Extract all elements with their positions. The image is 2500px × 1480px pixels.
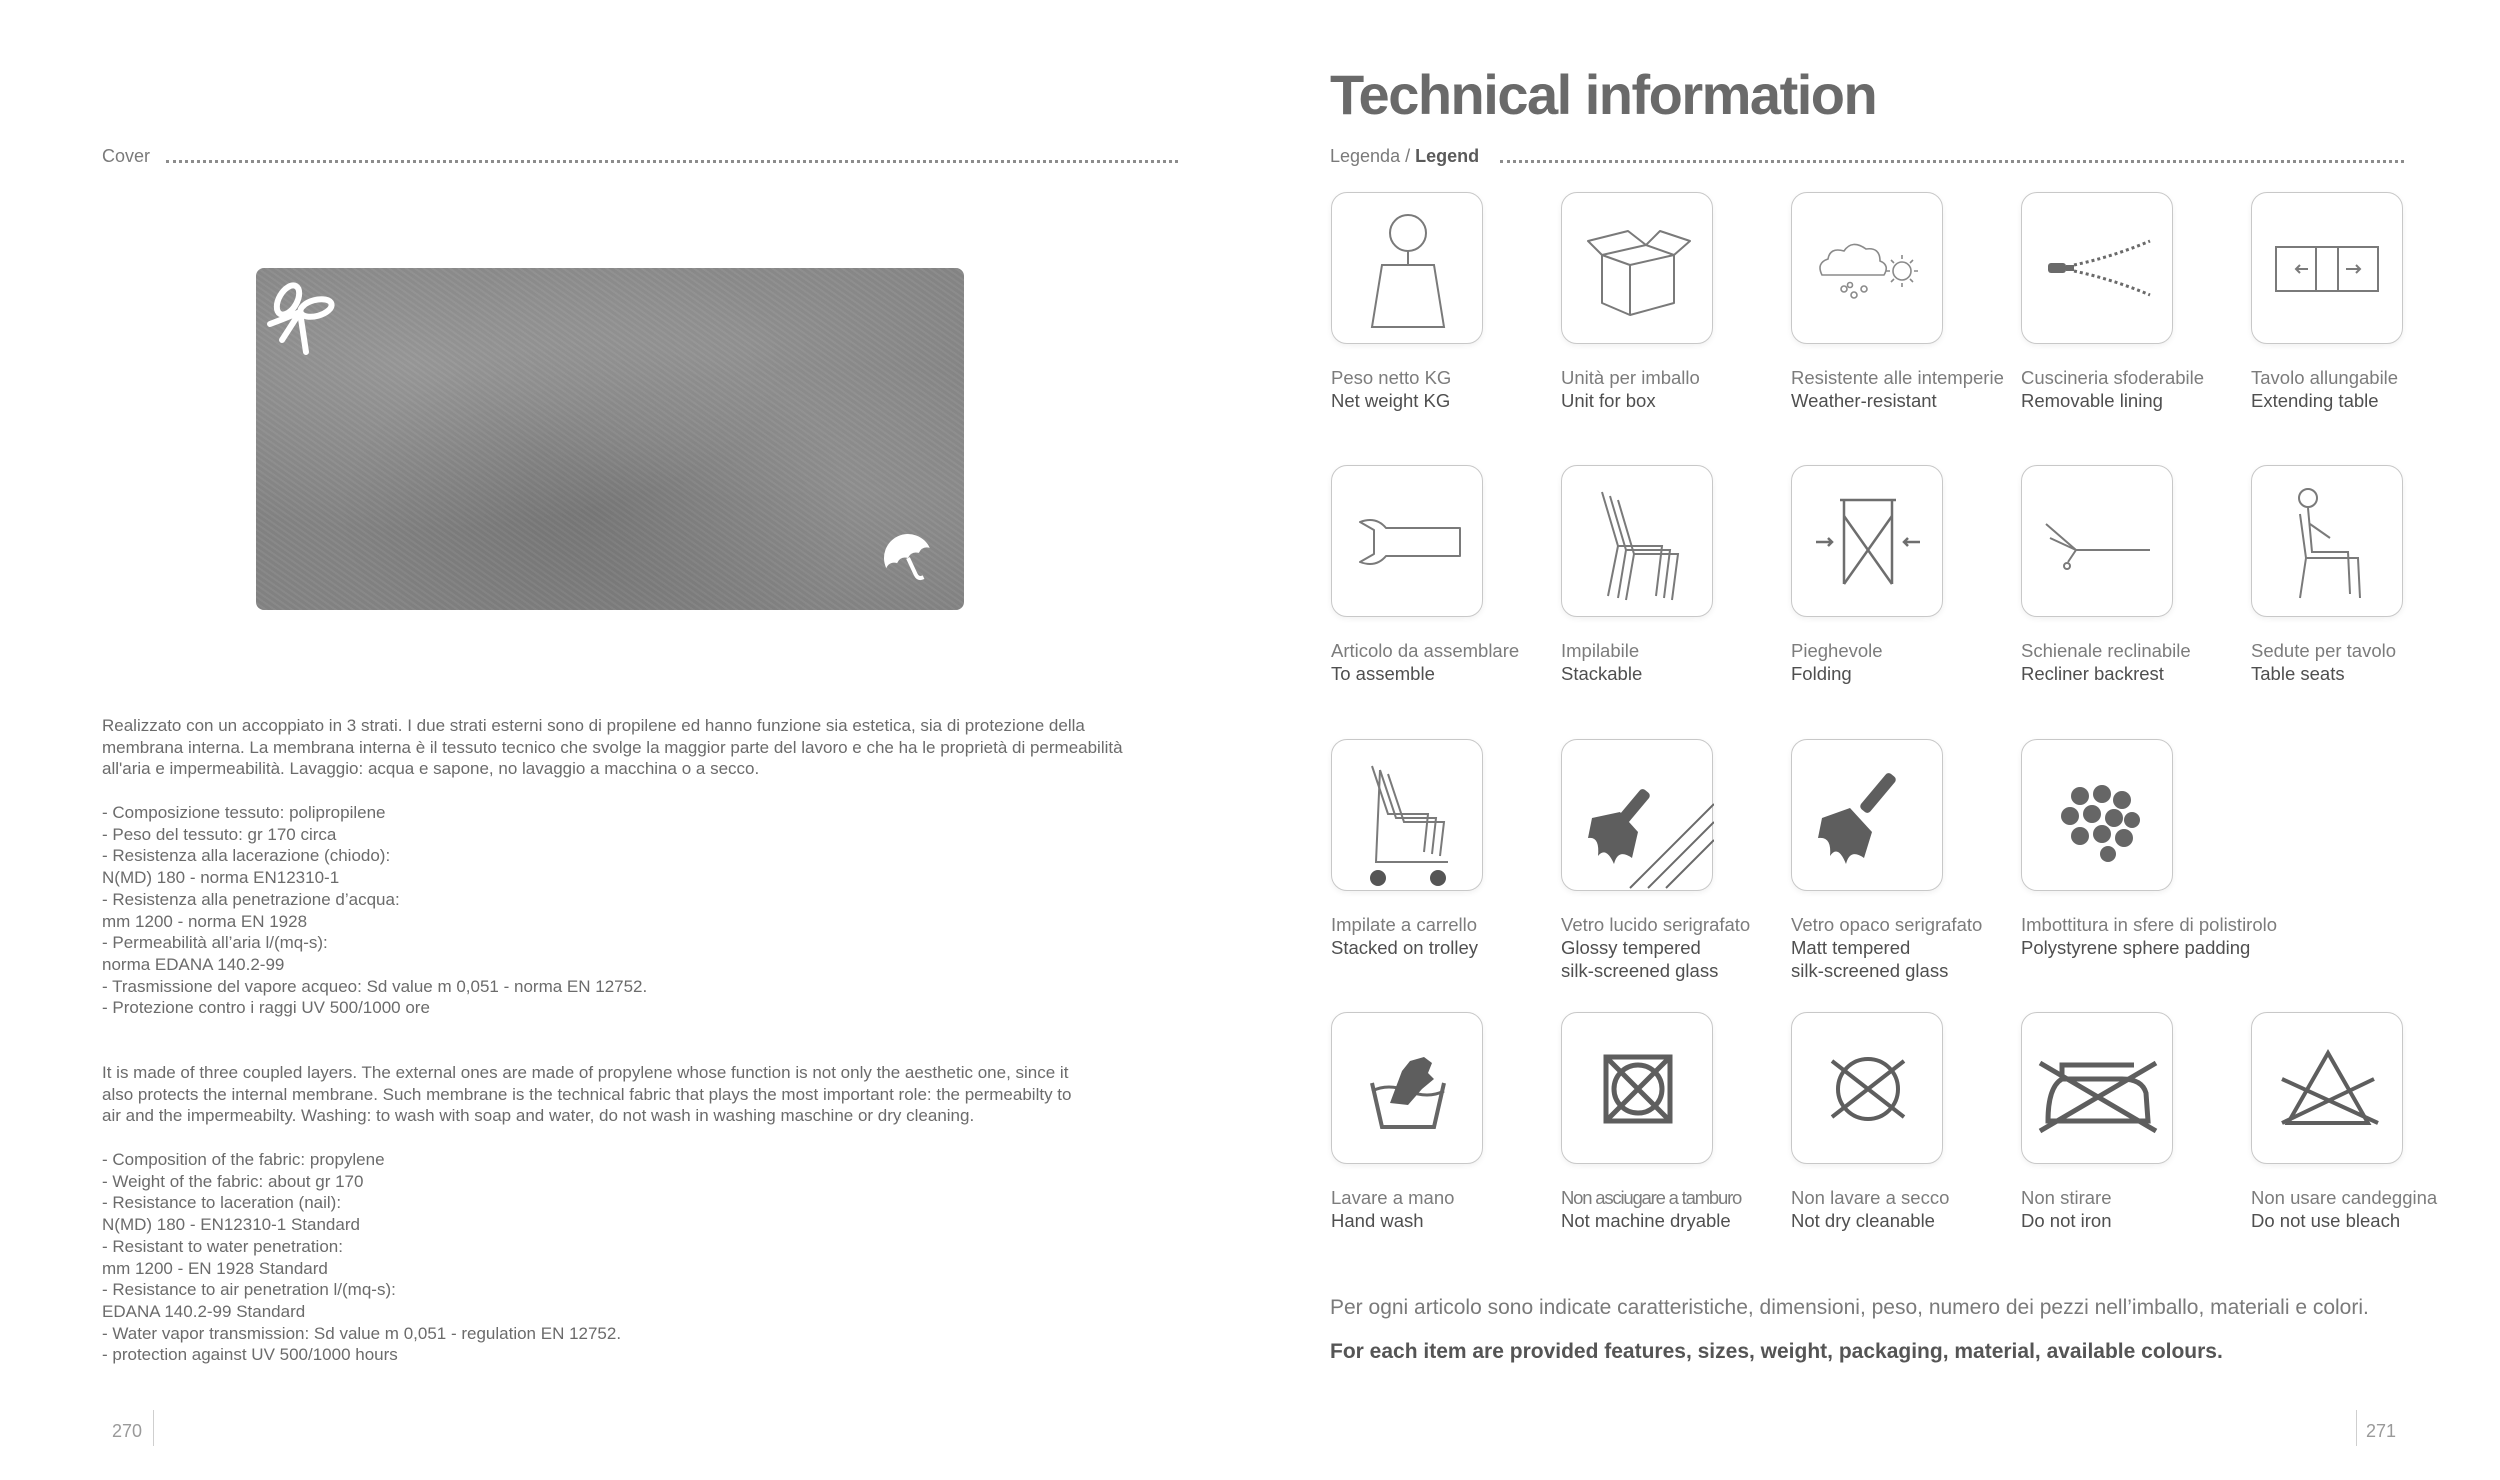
zipper-icon <box>2022 193 2174 345</box>
legend-caption: Peso netto KG Net weight KG <box>1331 367 1452 411</box>
description-english: It is made of three coupled layers. The external ones are made of propylene whose function is not only the aesthetic one, since it also protects the internal membrane. Such membrane is the technical fabric that plays the most important role: the permeabilty to air and the impermeabilty. Washing: to wash with soap and water, do not wash in washing maschine or dry cleaning. <box>102 1063 1072 1126</box>
legend-caption: Pieghevole Folding <box>1791 640 1883 684</box>
legend-tile <box>1331 192 1483 344</box>
legend-tile <box>1331 1012 1483 1164</box>
legend-caption: Lavare a mano Hand wash <box>1331 1187 1455 1231</box>
legend-tile <box>1791 465 1943 617</box>
no-tumble-dry-icon <box>1562 1013 1714 1165</box>
specs-italian: - Composizione tessuto: polipropilene - Peso del tessuto: gr 170 circa - Resistenza alla lacerazione (chiodo): N(MD) 180 - norma EN12310-1 - Resistenza alla penetrazione d’acqua: mm 1200 - norma EN 1928 - Permeabilità all’aria l/(mq-s): norma EDANA 140.2-99 - Trasmissione del vapore acqueo: Sd value m 0,051 - norma EN 12752. - Protezione contro i raggi UV 500/1000 ore <box>102 803 648 1018</box>
legend-caption: Vetro opaco serigrafato Matt tempered silk-screened glass <box>1791 914 1983 981</box>
specs-english: - Composition of the fabric: propylene - Weight of the fabric: about gr 170 - Resistance to laceration (nail): N(MD) 180 - EN12310-1 Standard - Resistant to water penetration: mm 1200 - EN 1928 Standard - Resistance to air penetration l/(mq-s): EDANA 140.2-99 Standard - Water vapor transmission: Sd value m 0,051 - regulation EN 12752. - protection against UV 500/1000 hours <box>102 1150 622 1365</box>
legend-caption: Imbottitura in sfere di polistirolo Polystyrene sphere padding <box>2021 914 2278 958</box>
legend-caption: Non stirare Do not iron <box>2021 1187 2112 1231</box>
legend-caption: Resistente alle intemperie Weather-resistant <box>1791 367 2004 411</box>
legend-caption: Schienale reclinabile Recliner backrest <box>2021 640 2191 684</box>
legend-caption: Unità per imballo Unit for box <box>1561 367 1700 411</box>
legend-tile <box>1561 192 1713 344</box>
no-dry-clean-icon <box>1792 1013 1944 1165</box>
legend-tile <box>1331 739 1483 891</box>
matt-glass-icon <box>1792 740 1944 892</box>
legend-tile <box>2021 192 2173 344</box>
weather-icon <box>1792 193 1944 345</box>
no-bleach-icon <box>2252 1013 2404 1165</box>
dotted-divider <box>1500 160 2404 163</box>
umbrella-icon <box>876 526 940 590</box>
legend-caption: Impilabile Stackable <box>1561 640 1643 684</box>
legend-tile <box>1791 739 1943 891</box>
wrench-icon <box>1332 466 1484 618</box>
page-number-left: 270 <box>112 1421 143 1441</box>
legend-tile <box>1561 465 1713 617</box>
legend-tile <box>2021 739 2173 891</box>
page-number-rule <box>153 1410 154 1446</box>
legend-caption: Non lavare a secco Not dry cleanable <box>1791 1187 1950 1231</box>
legend-tile <box>2021 465 2173 617</box>
seated-person-icon <box>2252 466 2404 618</box>
stackable-icon <box>1562 466 1714 618</box>
net-weight-icon <box>1332 193 1484 345</box>
legend-caption: Sedute per tavolo Table seats <box>2251 640 2397 684</box>
page-title: Technical information <box>1330 63 1877 126</box>
description-italian: Realizzato con un accoppiato in 3 strati. I due strati esterni sono di propilene ed hanno funzione sia estetica, sia di protezione della membrana interna. La membrana interna è il tessuto tecnico che svolge la maggior parte del lavoro e che ha le proprietà di permeabilità all'aria e impermeabilità. Lavaggio: acqua e sapone, no lavaggio a macchina o a secco. <box>102 716 1123 779</box>
legend-tile <box>1561 1012 1713 1164</box>
legend-caption: Non asciugare a tamburo Not machine dryable <box>1561 1187 1742 1231</box>
glossy-glass-icon <box>1562 740 1714 892</box>
legend-caption: Articolo da assemblare To assemble <box>1331 640 1520 684</box>
section-label-cover: Cover <box>102 146 151 166</box>
spheres-icon <box>2022 740 2174 892</box>
legend-tile <box>2251 1012 2403 1164</box>
dotted-divider <box>166 160 1178 163</box>
legend-tile <box>1331 465 1483 617</box>
box-icon <box>1562 193 1714 345</box>
page-number-rule <box>2356 1410 2357 1446</box>
legend-tile <box>2251 192 2403 344</box>
legend-tile <box>2021 1012 2173 1164</box>
legend-caption: Non usare candeggina Do not use bleach <box>2251 1187 2438 1231</box>
legend-tile <box>1561 739 1713 891</box>
legend-caption: Impilate a carrello Stacked on trolley <box>1331 914 1479 958</box>
folding-icon <box>1792 466 1944 618</box>
no-iron-icon <box>2022 1013 2174 1165</box>
legend-caption: Tavolo allungabile Extending table <box>2251 367 2399 411</box>
legend-tile <box>1791 192 1943 344</box>
legend-tile <box>1791 1012 1943 1164</box>
bow-icon <box>270 282 334 352</box>
legend-caption: Cuscineria sfoderabile Removable lining <box>2021 367 2205 411</box>
legend-caption: Vetro lucido serigrafato Glossy tempered silk-screened glass <box>1561 914 1751 981</box>
fabric-swatch-image <box>256 268 964 610</box>
recliner-icon <box>2022 466 2174 618</box>
legend-tile <box>2251 465 2403 617</box>
hand-wash-icon <box>1332 1013 1484 1165</box>
page-number-right: 271 <box>2366 1421 2397 1441</box>
footer-note-italian: Per ogni articolo sono indicate caratteristiche, dimensioni, peso, numero dei pezzi nell’imballo, materiali e colori. <box>1330 1296 2369 1319</box>
trolley-icon <box>1332 740 1484 892</box>
footer-note-english: For each item are provided features, sizes, weight, packaging, material, available colours. <box>1330 1340 2223 1363</box>
extending-table-icon <box>2252 193 2404 345</box>
legend-label: Legenda / Legend <box>1330 146 1480 166</box>
